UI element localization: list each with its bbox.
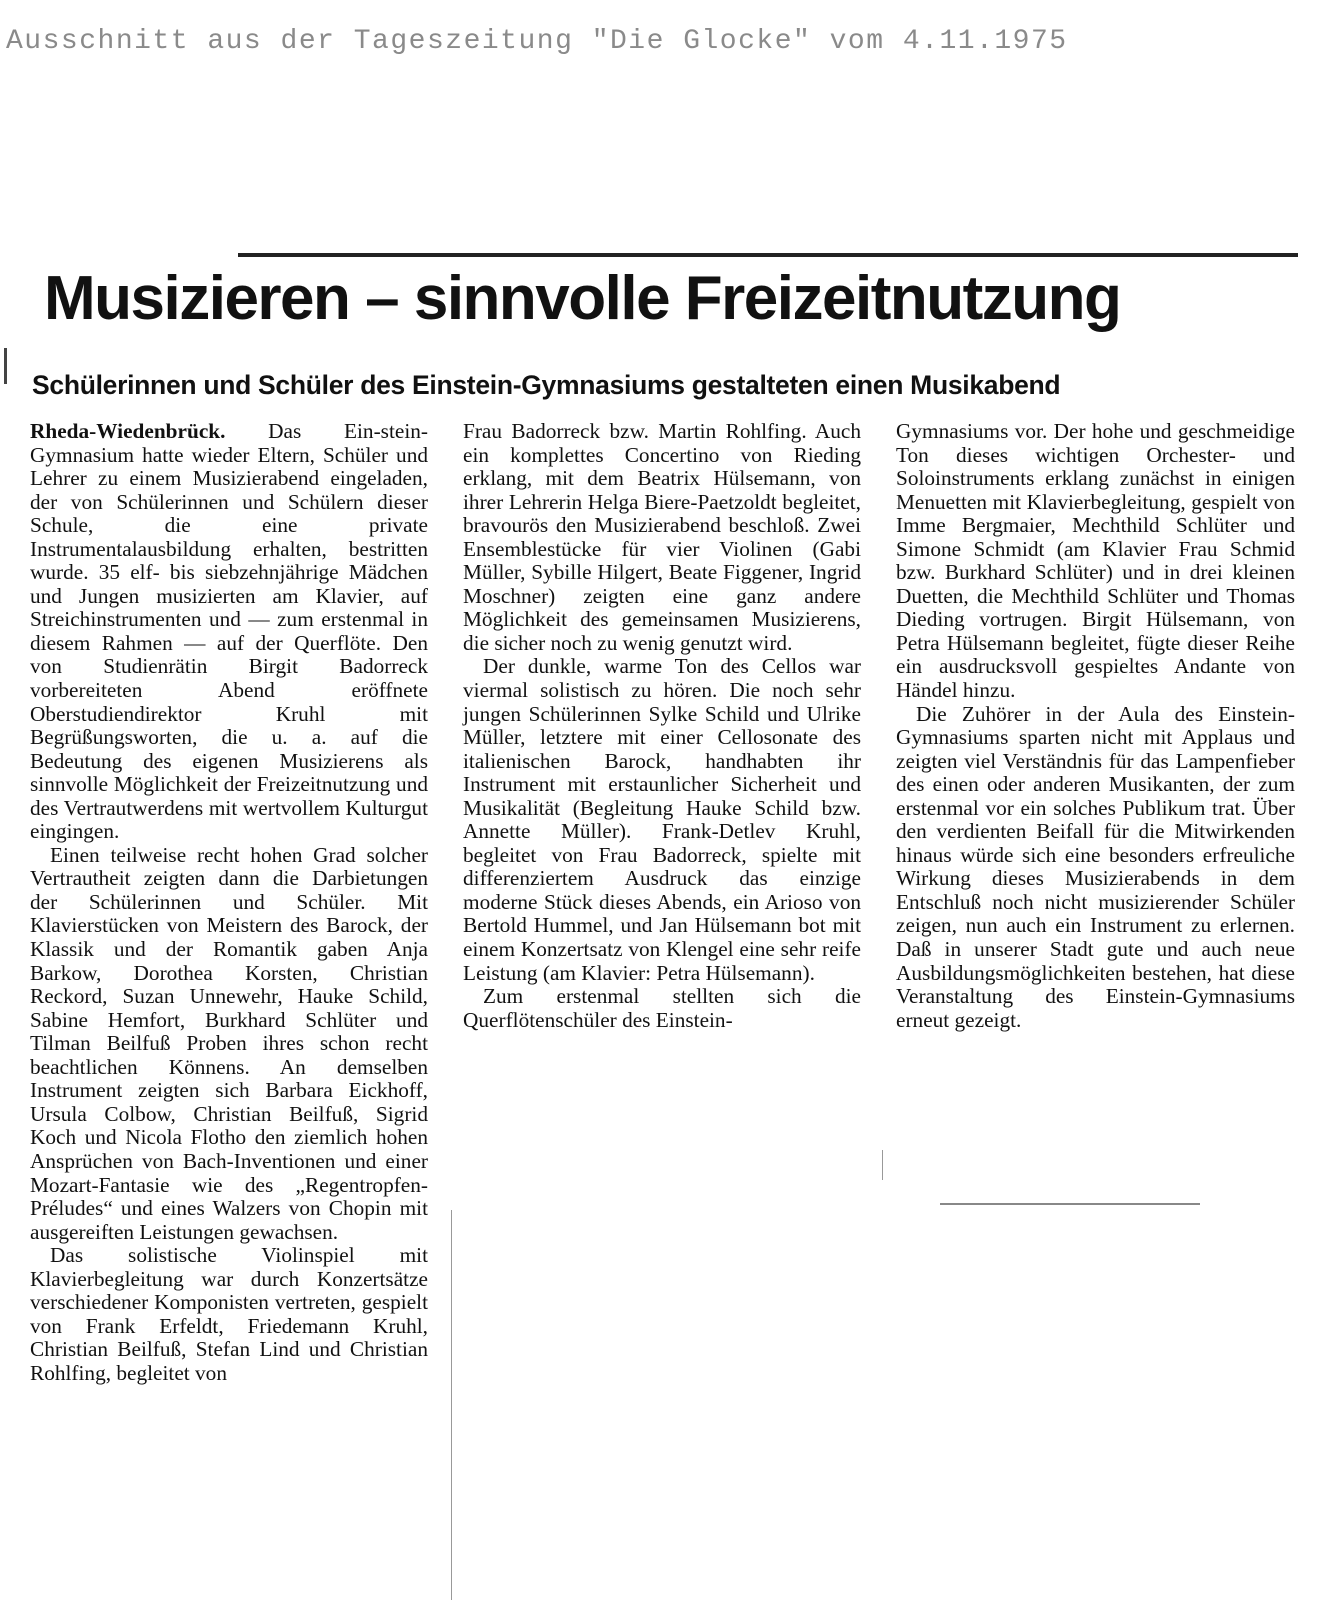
article-column-3: [896, 420, 1295, 1032]
article-column-2: [463, 420, 861, 1032]
column-divider: [882, 1150, 883, 1180]
paragraph: Zum erstenmal stellten sich die Querflötenschüler des Einstein-: [463, 984, 861, 1032]
paragraph: Das solistische Violinspiel mit Klavierbegleitung war durch Konzertsätze verschiedener Komponisten vertreten, gespielt von Frank Erfeldt, Friedemann Kruhl, Christian Beilfuß, Stefan Lind und Christian Rohlfing, begleitet von: [30, 1243, 428, 1385]
paragraph: Der dunkle, warme Ton des Cellos war viermal solistisch zu hören. Die noch sehr jungen Schülerinnen Sylke Schild und Ulrike Müller, letztere mit einer Cellosonate des italienischen Barock, handhabten ihr Instrument mit erstaunlicher Sicherheit und Musikalität (Begleitung Hauke Schild bzw. Annette Müller). Frank-Detlev Kruhl, begleitet von Frau Badorreck, spielte mit differenziertem Ausdruck das einzige moderne Stück dieses Abends, ein Arioso von Bertold Hummel, und Jan Hülsemann bot mit einem Konzertsatz von Klengel eine sehr reife Leistung (am Klavier: Petra Hülsemann).: [463, 654, 861, 985]
column-divider: [451, 1210, 452, 1600]
article-subheadline: Schülerinnen und Schüler des Einstein-Gymnasiums gestalteten einen Musikabend: [32, 370, 1061, 400]
article-column-1: [30, 420, 428, 1385]
paragraph: Gymnasiums vor. Der hohe und geschmeidige Ton dieses wichtigen Orchester- und Soloinstruments erklang zunächst in einigen Menuetten mit Klavierbegleitung, gespielt von Imme Bergmaier, Mechthild Schlüter und Simone Schmidt (am Klavier Frau Schmid bzw. Burkhard Schlüter) und in drei kleinen Duetten, die Mechthild Schlüter und Thomas Dieding vortrugen. Birgit Hülsemann, von Petra Hülsemann begleitet, fügte dieser Reihe ein ausdrucksvoll gespieltes Andante von Händel hinzu.: [896, 419, 1295, 703]
paragraph: Die Zuhörer in der Aula des Einstein-Gymnasiums sparten nicht mit Applaus und zeigten viel Verständnis für das Lampenfieber des einen oder anderen Musikanten, der zum erstenmal vor ein solches Publikum trat. Über den verdienten Beifall für die Mitwirkenden hinaus würde sich eine besonders erfreuliche Wirkung dieses Musizierabends in dem Entschluß noch nicht musizierender Schüler zeigen, nun auch ein Instrument zu erlernen. Daß in unserer Stadt gute und auch neue Ausbildungsmöglichkeiten bestehen, hat diese Veranstaltung des Einstein-Gymnasiums erneut gezeigt.: [896, 701, 1295, 1032]
paragraph-text: Das Ein-stein-Gymnasium hatte wieder Eltern, Schüler und Lehrer zu einem Musizierabend eingeladen, der von Schülerinnen und Schülern dieser Schule, die eine private Instrumentalausbildung erhalten, bestritten wurde. 35 elf- bis siebzehnjährige Mädchen und Jungen musizierten am Klavier, auf Streichinstrumenten und — zum erstenmal in diesem Rahmen — auf der Querflöte. Den von Studienrätin Birgit Badorreck vorbereiteten Abend eröffnete Oberstudiendirektor Kruhl mit Begrüßungsworten, die u. a. auf die Bedeutung des eigenen Musizierens als sinnvolle Möglichkeit der Freizeitnutzung und des Vertrautwerdens mit wertvollem Kulturgut eingingen.: [30, 419, 428, 844]
paragraph: Einen teilweise recht hohen Grad solcher Vertrautheit zeigten dann die Darbietungen der Schülerinnen und Schüler. Mit Klavierstücken von Meistern des Barock, der Klassik und der Romantik gaben Anja Barkow, Dorothea Korsten, Christian Reckord, Suzan Unnewehr, Hauke Schild, Sabine Hemfort, Burkhard Schlüter und Tilman Beilfuß Proben ihres schon recht beachtlichen Könnens. An demselben Instrument zeigten sich Barbara Eickhoff, Ursula Colbow, Christian Beilfuß, Sigrid Koch und Nicola Flotho den ziemlich hohen Ansprüchen von Bach-Inventionen und einer Mozart-Fantasie wie des „Regentropfen-Préludes“ und eines Walzers von Chopin mit ausgereiften Leistungen gewachsen.: [30, 842, 428, 1244]
paragraph: Frau Badorreck bzw. Martin Rohlfing. Auch ein komplettes Concertino von Rieding erklang, mit dem Beatrix Hülsemann, von ihrer Lehrerin Helga Biere-Paetzoldt begleitet, bravourös den Musizierabend beschloß. Zwei Ensemblestücke für vier Violinen (Gabi Müller, Sybille Hilgert, Beate Figgener, Ingrid Moschner) zeigten eine ganz andere Möglichkeit des gemeinsamen Musizierens, die sicher noch zu wenig genutzt wird.: [463, 419, 861, 655]
article-end-rule: [940, 1203, 1200, 1205]
top-rule: [238, 253, 1298, 257]
clipping-source-note: Ausschnitt aus der Tageszeitung "Die Glocke" vom 4.11.1975: [6, 26, 1068, 57]
dateline: Rheda-Wiedenbrück.: [30, 419, 226, 443]
paragraph: [30, 420, 428, 844]
margin-mark: [4, 348, 7, 384]
article-headline: Musizieren – sinnvolle Freizeitnutzung: [44, 264, 1121, 333]
